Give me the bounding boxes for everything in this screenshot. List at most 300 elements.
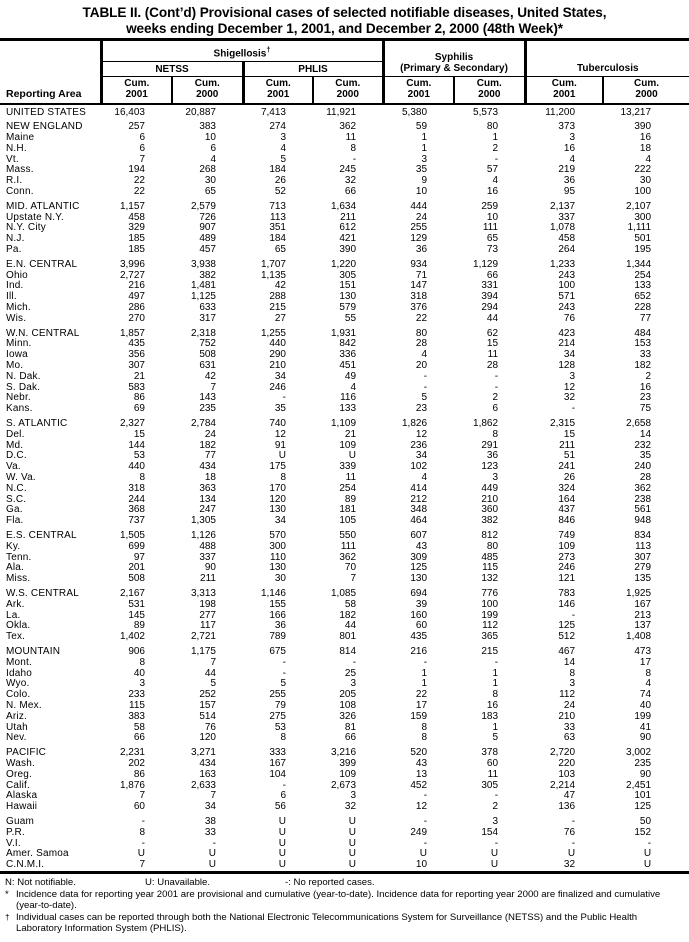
row-label: Mont. <box>6 656 33 668</box>
data-cell: 2,327 <box>119 418 145 430</box>
data-cell: 86 <box>133 392 145 404</box>
data-cell: 205 <box>339 689 357 701</box>
row-label: Oreg. <box>6 768 33 780</box>
data-cell: U <box>278 815 286 827</box>
data-cell: 1,157 <box>119 200 145 212</box>
data-cell: 1,505 <box>119 529 145 541</box>
data-cell: U <box>348 826 357 838</box>
cum-year-header <box>101 77 172 105</box>
data-cell: 274 <box>269 121 286 133</box>
data-cell: 86 <box>133 768 145 780</box>
data-cell: 113 <box>270 211 286 223</box>
data-cell: 121 <box>558 573 576 585</box>
data-cell: U <box>208 848 216 860</box>
data-cell: 812 <box>481 529 499 541</box>
data-cell: 1,109 <box>331 418 357 430</box>
data-cell: 143 <box>199 392 216 404</box>
data-cell: 233 <box>128 689 145 701</box>
table-row-new-england-6 <box>0 187 689 198</box>
data-cell: 7,413 <box>260 106 286 118</box>
data-cell: 125 <box>634 801 652 813</box>
data-cell: - <box>141 837 145 849</box>
data-cell: 241 <box>558 461 576 473</box>
data-cell: 356 <box>128 349 145 361</box>
data-cell: 5 <box>421 392 428 404</box>
cum-label: Cum. <box>634 78 660 89</box>
data-cell: 694 <box>410 587 428 599</box>
footnotes <box>0 874 689 934</box>
data-cell: 219 <box>558 164 576 176</box>
row-label: Utah <box>6 721 28 733</box>
data-cell: 40 <box>133 667 145 679</box>
data-cell: 789 <box>269 631 286 643</box>
data-cell: 294 <box>481 302 499 314</box>
data-cell: 16 <box>639 132 652 144</box>
data-cell: 12 <box>415 428 428 440</box>
data-cell: 34 <box>274 515 286 527</box>
data-cell: 3 <box>569 678 576 690</box>
data-cell: 4 <box>350 381 357 393</box>
row-label: Wis. <box>6 312 27 324</box>
data-cell: 383 <box>199 121 216 133</box>
cum-label: Cum. <box>476 78 502 89</box>
data-cell: 8 <box>645 667 652 679</box>
data-cell: 80 <box>486 121 499 133</box>
data-cell: 22 <box>133 175 145 187</box>
data-cell: 243 <box>558 269 576 281</box>
data-cell: - <box>647 837 652 849</box>
data-cell: 22 <box>415 689 428 701</box>
data-cell: 11 <box>487 768 499 780</box>
data-cell: 69 <box>133 403 145 415</box>
table-row-s-atlantic-2 <box>0 441 689 452</box>
data-cell: 130 <box>339 291 357 303</box>
data-cell: - <box>494 153 499 165</box>
cum-label: Cum. <box>335 78 361 89</box>
table-row-mountain-1 <box>0 658 689 669</box>
data-cell: 159 <box>410 710 428 722</box>
data-cell: 362 <box>339 551 357 563</box>
data-cell: 508 <box>128 573 145 585</box>
data-cell: 65 <box>204 186 216 198</box>
data-cell: 1 <box>492 721 499 733</box>
data-cell: 35 <box>639 450 652 462</box>
data-cell: 73 <box>486 244 499 256</box>
row-label: N.J. <box>6 233 25 245</box>
table-row-es-central-1 <box>0 542 689 553</box>
data-cell: 255 <box>410 222 428 234</box>
footnote-asterisk <box>5 889 685 912</box>
data-cell: 1,408 <box>626 631 652 643</box>
row-label: Calif. <box>6 779 30 791</box>
row-label: Vt. <box>6 153 19 165</box>
data-cell: 8 <box>421 732 428 744</box>
data-cell: 11 <box>345 472 357 483</box>
cum-label: Cum. <box>194 78 220 89</box>
row-label: Hawaii <box>6 801 38 813</box>
data-cell: 473 <box>634 645 652 657</box>
data-cell: 2,633 <box>190 779 216 791</box>
data-cell: 365 <box>481 631 499 643</box>
row-label: NEW ENGLAND <box>6 121 83 133</box>
data-cell: 485 <box>481 551 499 563</box>
data-cell: 337 <box>199 551 216 563</box>
data-cell: 12 <box>415 801 428 813</box>
data-cell: 199 <box>634 710 652 722</box>
data-cell: 32 <box>344 801 357 813</box>
data-cell: 90 <box>204 562 216 574</box>
data-cell: 5 <box>210 678 216 690</box>
data-cell: 842 <box>339 338 357 350</box>
data-cell: 166 <box>269 609 286 621</box>
data-cell: 115 <box>129 699 145 711</box>
data-cell: 783 <box>558 587 576 599</box>
data-cell: 2 <box>645 370 652 382</box>
cum-label: Cum. <box>551 78 577 89</box>
row-label: Colo. <box>6 689 31 701</box>
data-cell: 378 <box>481 747 499 759</box>
row-label: V.I. <box>6 837 21 849</box>
data-cell: 259 <box>481 200 499 212</box>
data-cell: 3 <box>280 132 286 144</box>
data-cell: 182 <box>199 439 216 451</box>
data-cell: 44 <box>344 620 357 632</box>
row-label: Wash. <box>6 757 35 769</box>
data-cell: 520 <box>410 747 428 759</box>
year-label: 2001 <box>125 88 148 100</box>
cum-year-header <box>313 77 383 105</box>
data-cell: - <box>494 656 499 668</box>
data-cell: 211 <box>559 439 576 451</box>
data-cell: 3,313 <box>190 587 216 599</box>
row-label: E.S. CENTRAL <box>6 529 77 541</box>
data-cell: 210 <box>481 493 499 505</box>
data-cell: 277 <box>199 609 216 621</box>
row-label: PACIFIC <box>6 747 47 759</box>
data-cell: U <box>348 859 357 871</box>
data-cell: 146 <box>558 598 576 610</box>
data-cell: 24 <box>415 211 428 223</box>
data-cell: 8 <box>492 428 499 440</box>
cum-year-header <box>172 77 243 105</box>
data-cell: 194 <box>128 164 145 176</box>
data-cell: 215 <box>269 302 286 314</box>
data-cell: 2,673 <box>331 779 357 791</box>
data-cell: 362 <box>339 121 357 133</box>
data-cell: 351 <box>269 222 286 234</box>
data-cell: - <box>571 837 576 849</box>
data-cell: - <box>571 815 576 827</box>
row-label: Mo. <box>6 360 24 372</box>
table-row-wn-central-4 <box>0 372 689 383</box>
row-label: Wyo. <box>6 678 30 690</box>
data-cell: 561 <box>634 504 652 516</box>
data-cell: - <box>494 381 499 393</box>
data-cell: 145 <box>128 609 145 621</box>
data-cell: 111 <box>340 540 357 552</box>
data-cell: 58 <box>133 721 145 733</box>
data-cell: 7 <box>210 381 216 393</box>
data-cell: 235 <box>199 403 216 415</box>
data-cell: 53 <box>274 721 286 733</box>
data-cell: 362 <box>634 482 652 494</box>
data-cell: 210 <box>269 360 286 372</box>
data-cell: 23 <box>415 403 428 415</box>
data-cell: 675 <box>269 645 286 657</box>
data-cell: 34 <box>274 370 286 382</box>
data-cell: 1,931 <box>331 327 357 339</box>
data-cell: 101 <box>634 790 652 802</box>
data-cell: 373 <box>558 121 576 133</box>
data-cell: 699 <box>128 540 145 552</box>
data-cell: 390 <box>634 121 652 133</box>
data-cell: 211 <box>340 211 357 223</box>
data-cell: 1,707 <box>260 258 286 270</box>
syphilis-label-line2: (Primary & Secondary) <box>400 63 508 74</box>
data-cell: 79 <box>274 699 286 711</box>
data-cell: U <box>278 450 286 462</box>
data-cell: 28 <box>486 360 499 372</box>
data-cell: 305 <box>481 779 499 791</box>
data-cell: 77 <box>204 450 216 462</box>
data-cell: 38 <box>204 815 216 827</box>
data-cell: 26 <box>274 175 286 187</box>
data-cell: 512 <box>558 631 576 643</box>
legend-not-notifiable: N: Not notifiable. <box>5 876 76 888</box>
data-cell: 34 <box>563 349 576 361</box>
data-cell: 182 <box>634 360 652 372</box>
data-cell: 288 <box>269 291 286 303</box>
data-cell: 3,216 <box>331 747 357 759</box>
row-label: Ill. <box>6 291 17 303</box>
data-cell: 1,255 <box>260 327 286 339</box>
row-label: Minn. <box>6 338 32 350</box>
data-cell: 109 <box>339 768 357 780</box>
data-cell: 117 <box>200 620 216 632</box>
data-cell: 390 <box>339 244 357 256</box>
data-cell: 153 <box>634 338 652 350</box>
row-label: Pa. <box>6 244 22 256</box>
row-label: Conn. <box>6 186 34 198</box>
data-cell: 324 <box>558 482 576 494</box>
data-cell: 213 <box>634 609 652 621</box>
data-cell: 305 <box>339 269 357 281</box>
data-cell: 5,573 <box>473 106 499 118</box>
table-row-mid-atlantic-4 <box>0 245 689 256</box>
data-cell: U <box>137 848 145 860</box>
data-cell: 210 <box>558 710 576 722</box>
data-cell: 76 <box>204 721 216 733</box>
data-cell: 4 <box>421 472 428 483</box>
data-cell: 111 <box>482 222 499 234</box>
data-cell: 1,129 <box>473 258 499 270</box>
data-cell: U <box>278 826 286 838</box>
data-cell: 814 <box>339 645 357 657</box>
data-cell: 120 <box>269 493 286 505</box>
data-cell: - <box>423 370 428 382</box>
data-cell: 66 <box>133 732 145 744</box>
data-cell: 26 <box>563 472 576 483</box>
data-cell: 33 <box>204 826 216 838</box>
data-cell: 43 <box>415 757 428 769</box>
syphilis-label-line1: Syphilis <box>434 52 474 63</box>
data-cell: 109 <box>339 439 357 451</box>
data-cell: 163 <box>199 768 216 780</box>
row-label: Mass. <box>6 164 34 176</box>
data-cell: 133 <box>634 280 652 292</box>
data-cell: 90 <box>639 732 652 744</box>
data-cell: 30 <box>274 573 286 585</box>
row-label: N.H. <box>6 142 27 154</box>
row-label: Md. <box>6 439 24 451</box>
data-cell: 8 <box>280 732 286 744</box>
data-cell: 28 <box>639 472 652 483</box>
data-cell: 8 <box>350 142 357 154</box>
data-cell: 1,344 <box>626 258 652 270</box>
data-cell: 18 <box>639 142 652 154</box>
data-cell: 776 <box>481 587 499 599</box>
table-row-ws-central-1 <box>0 600 689 611</box>
data-cell: 339 <box>339 461 357 473</box>
data-cell: 245 <box>339 164 357 176</box>
data-cell: 2,658 <box>626 418 652 430</box>
data-cell: 394 <box>481 291 499 303</box>
data-cell: 435 <box>128 338 145 350</box>
data-cell: 497 <box>128 291 145 303</box>
table-row-s-atlantic-9 <box>0 516 689 527</box>
table-row-territories-1 <box>0 828 689 839</box>
table-row-s-atlantic-4 <box>0 462 689 473</box>
dagger-symbol: † <box>5 912 10 922</box>
table-title <box>0 0 689 36</box>
legend-unavailable: U: Unavailable. <box>145 876 211 888</box>
table-header <box>0 40 689 105</box>
data-cell: 307 <box>128 360 145 372</box>
data-cell: 136 <box>558 801 576 813</box>
row-label: UNITED STATES <box>6 106 87 118</box>
data-cell: 125 <box>558 620 576 632</box>
data-cell: 184 <box>269 164 286 176</box>
data-cell: 1,481 <box>190 280 216 292</box>
data-cell: 434 <box>199 461 216 473</box>
data-cell: 11,200 <box>545 106 576 118</box>
data-cell: 43 <box>415 540 428 552</box>
data-cell: 6 <box>280 790 286 802</box>
data-cell: 102 <box>410 461 428 473</box>
data-cell: 33 <box>639 349 652 361</box>
data-cell: 4 <box>280 142 286 154</box>
data-cell: 3 <box>139 678 145 690</box>
data-cell: 6 <box>492 403 499 415</box>
data-cell: 7 <box>139 153 145 165</box>
data-cell: 2,727 <box>119 269 145 281</box>
data-cell: - <box>423 790 428 802</box>
data-cell: 3 <box>421 153 428 165</box>
data-cell: 449 <box>481 482 499 494</box>
data-cell: 749 <box>558 529 576 541</box>
data-cell: 1,111 <box>627 222 652 234</box>
data-cell: 125 <box>410 562 428 574</box>
data-cell: 2,315 <box>550 418 576 430</box>
data-cell: 1,634 <box>331 200 357 212</box>
data-cell: 41 <box>639 721 652 733</box>
table-row-ws-central-4 <box>0 632 689 643</box>
data-cell: 368 <box>128 504 145 516</box>
data-cell: 934 <box>410 258 428 270</box>
data-cell: 151 <box>339 280 357 292</box>
data-cell: 2,451 <box>626 779 652 791</box>
data-cell: 3,271 <box>190 747 216 759</box>
data-cell: 11,921 <box>326 106 357 118</box>
data-cell: 65 <box>486 233 499 245</box>
data-cell: U <box>490 848 499 860</box>
data-cell: 246 <box>269 381 286 393</box>
data-cell: 333 <box>269 747 286 759</box>
data-cell: 3 <box>350 790 357 802</box>
row-label: Ohio <box>6 269 28 281</box>
data-cell: 216 <box>410 645 428 657</box>
data-cell: 363 <box>199 482 216 494</box>
data-cell: U <box>348 815 357 827</box>
data-cell: 13,217 <box>620 106 652 118</box>
data-cell: 167 <box>269 757 286 769</box>
data-cell: 35 <box>274 403 286 415</box>
cum-label: Cum. <box>124 78 150 89</box>
data-cell: 137 <box>634 620 652 632</box>
table-row-mountain-2 <box>0 669 689 680</box>
data-cell: 2,231 <box>119 747 145 759</box>
data-cell: 112 <box>482 620 499 632</box>
data-cell: 6 <box>139 142 145 154</box>
data-cell: 3,938 <box>190 258 216 270</box>
data-cell: 216 <box>128 280 145 292</box>
data-cell: 21 <box>344 428 357 440</box>
data-cell: 47 <box>563 790 576 802</box>
row-label: N. Dak. <box>6 370 41 382</box>
data-cell: 63 <box>563 732 576 744</box>
table-row-mountain-6 <box>0 712 689 723</box>
cum-year-header <box>243 77 313 105</box>
data-cell: 134 <box>199 493 216 505</box>
data-cell: 16,403 <box>114 106 145 118</box>
data-cell: 157 <box>199 699 216 711</box>
data-cell: 20,887 <box>185 106 216 118</box>
data-cell: 279 <box>634 562 652 574</box>
data-cell: 255 <box>269 689 286 701</box>
data-cell: 12 <box>274 428 286 440</box>
data-cell: U <box>643 859 652 871</box>
data-cell: 383 <box>128 710 145 722</box>
legend-no-reported-cases: -: No reported cases. <box>285 876 375 888</box>
data-cell: 464 <box>410 515 428 527</box>
data-cell: 62 <box>486 327 499 339</box>
data-cell: 185 <box>128 233 145 245</box>
data-cell: 130 <box>269 562 286 574</box>
data-cell: 30 <box>639 175 652 187</box>
data-cell: 252 <box>199 689 216 701</box>
data-cell: 421 <box>339 233 357 245</box>
shigellosis-label: Shigellosis <box>213 48 267 60</box>
data-cell: 240 <box>634 461 652 473</box>
data-cell: 152 <box>634 826 652 838</box>
data-cell: 1,125 <box>190 291 216 303</box>
data-cell: 3 <box>492 815 499 827</box>
data-cell: 3 <box>569 370 576 382</box>
data-cell: 236 <box>410 439 428 451</box>
notifiable-diseases-table <box>0 38 689 874</box>
data-cell: 182 <box>339 609 357 621</box>
data-cell: 257 <box>128 121 145 133</box>
